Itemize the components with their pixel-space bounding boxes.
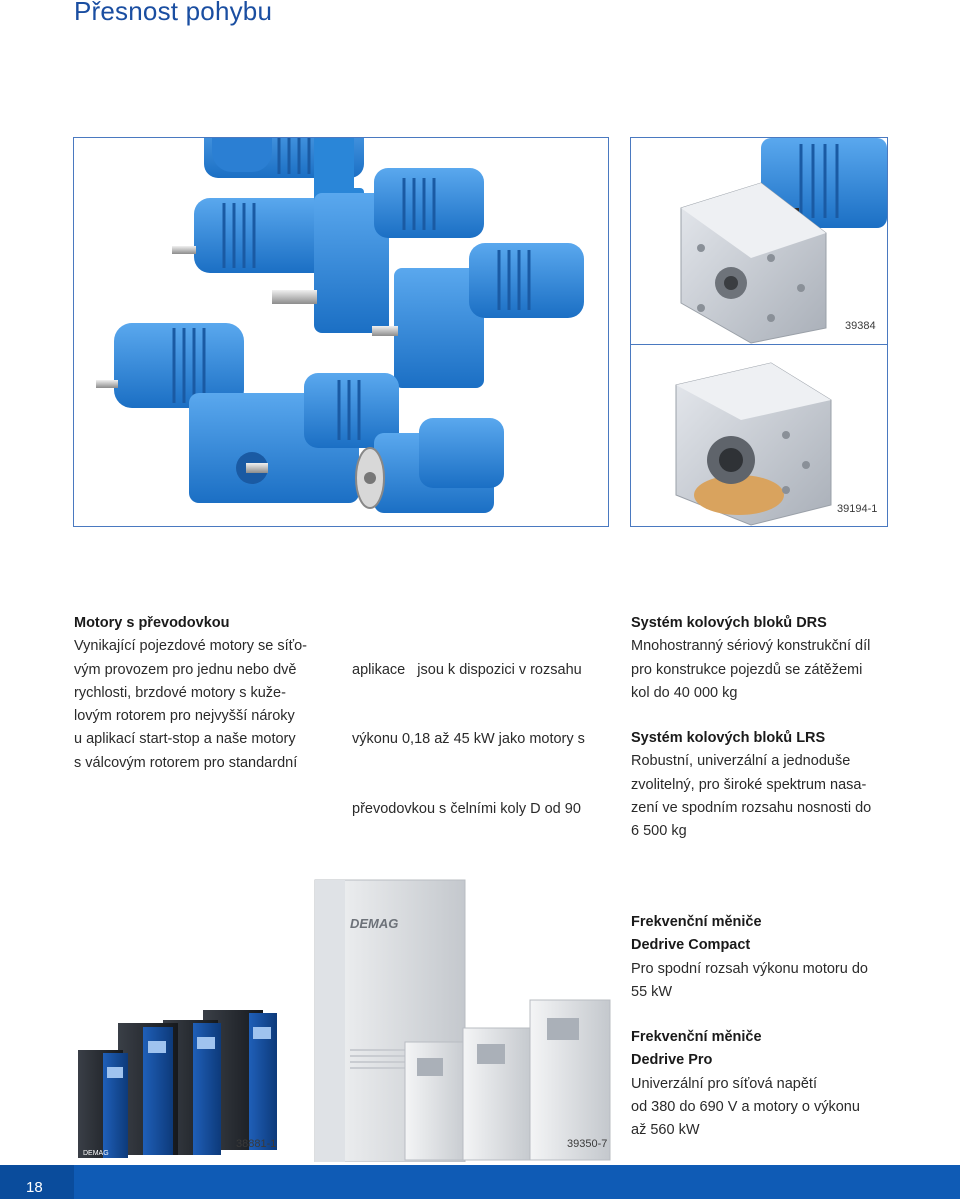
dedrive-pro-figure [305, 870, 617, 1162]
compact-brand: DEMAG [83, 1150, 109, 1157]
drs-heading: Systém kolových bloků DRS [631, 615, 827, 631]
text-line: zvolitelný, pro široké spektrum nasa- [631, 776, 867, 793]
text-line: převodovkou s čelními koly D od 90 [352, 801, 581, 818]
column-gear-motors [74, 612, 334, 775]
text-line: výkonu 0,18 až 45 kW jako motory s [352, 731, 585, 748]
text-line: rychlosti, brzdové motory s kuže- [74, 684, 286, 701]
text-line: Vynikající pojezdové motory se síťo- [74, 638, 307, 655]
text-line: 55 kW [631, 983, 673, 1000]
motors-figure [73, 137, 609, 527]
text-line: Robustní, univerzální a jednoduše [631, 753, 851, 770]
text-line: Mnohostranný sériový konstrukční díl [631, 638, 871, 655]
dedrive-compact-figure [73, 995, 291, 1160]
lrs-figure-label: 39194-1 [837, 503, 878, 515]
pro-figure-label: 39350-7 [567, 1138, 608, 1150]
cabinet-brand: DEMAG [350, 916, 399, 931]
text-line: aplikace jsou k dispozici v rozsahu [352, 661, 582, 678]
text-line: pro konstrukce pojezdů se zátěžemi [631, 661, 863, 678]
text-line: vým provozem pro jednu nebo dvě [74, 661, 297, 678]
text-line: u aplikací start-stop a naše motory [74, 731, 296, 748]
drs-figure [630, 137, 888, 345]
text-line: lovým rotorem pro nejvyšší nároky [74, 708, 295, 725]
column-wheel-blocks [631, 612, 921, 844]
text-line: od 380 do 690 V a motory o výkonu [631, 1099, 860, 1116]
text-line: s válcovým rotorem pro standardní [74, 754, 298, 771]
dedrive-compact-illustration [73, 995, 291, 1160]
text-line: až 560 kW [631, 1122, 700, 1139]
text-line: zení ve spodním rozsahu nosnosti do [631, 800, 872, 817]
compact-heading-1: Frekvenční měniče [631, 914, 762, 930]
lrs-heading: Systém kolových bloků LRS [631, 730, 826, 747]
lrs-wheel-block-illustration [631, 345, 887, 526]
text-line: 6 500 kg [631, 823, 687, 840]
compact-heading-2: Dedrive Compact [631, 937, 751, 954]
text-line: Univerzální pro síťová napětí [631, 1075, 817, 1092]
page-title: Přesnost pohybu [74, 0, 273, 26]
pro-heading-1: Frekvenční měniče [631, 1029, 762, 1046]
page-number-box [0, 1165, 74, 1199]
drs-figure-label: 39384 [845, 320, 876, 332]
text-line: kol do 40 000 kg [631, 684, 738, 701]
lrs-figure [630, 344, 888, 527]
gear-motors-illustration [74, 138, 608, 526]
gear-motors-heading: Motory s převodovkou [74, 615, 230, 631]
dedrive-pro-illustration [305, 870, 617, 1162]
pro-heading-2: Dedrive Pro [631, 1052, 713, 1069]
text-line: Pro spodní rozsah výkonu motoru do [631, 960, 868, 977]
page-number: 18 [26, 1179, 43, 1196]
column-inverters [631, 911, 931, 1143]
drs-wheel-block-illustration [631, 138, 887, 344]
page-footer [0, 1165, 960, 1199]
compact-figure-label: 38881-1 [236, 1138, 277, 1150]
